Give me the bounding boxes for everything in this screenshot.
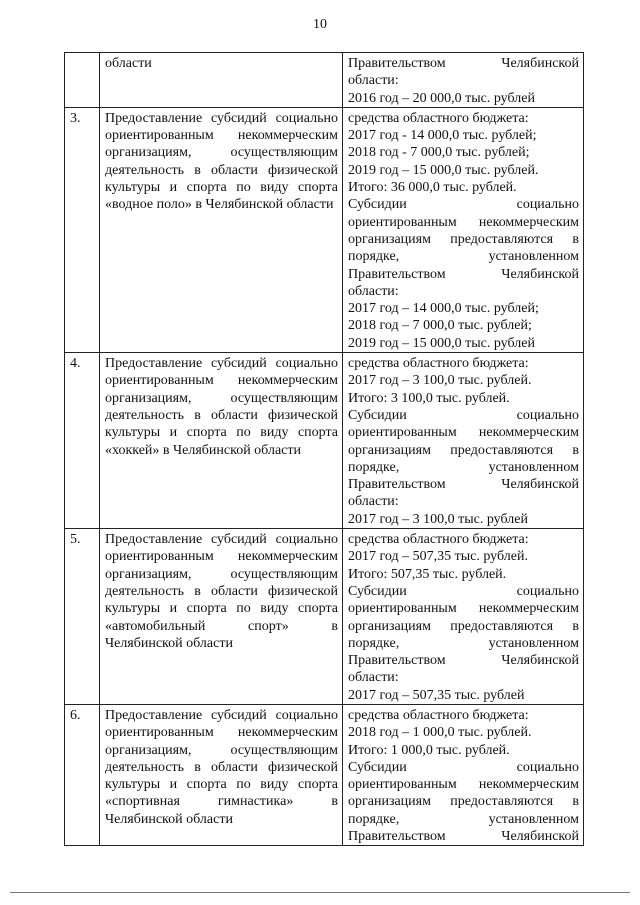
measure-description-text: Предоставление субсидий социально ориентированным некоммерческим организациям, осуществляющим деятельность в области физической культуры и спорта по виду спорта «автомобильный спорт» в Челябинской области <box>105 532 338 651</box>
funding-cell <box>343 107 584 352</box>
row-number-cell: 4. <box>65 353 100 529</box>
funding-line: 2017 год - 14 000,0 тыс. рублей; <box>348 128 537 144</box>
measure-description-cell <box>100 704 343 845</box>
funding-line: области: <box>348 494 399 510</box>
row-number-cell: 3. <box>65 107 100 352</box>
funding-line: Субсидии социально <box>348 583 579 599</box>
table-row <box>65 529 584 705</box>
measure-description-cell <box>100 107 343 352</box>
funding-line: Итого: 1 000,0 тыс. рублей. <box>348 742 510 758</box>
funding-line: Правительством Челябинской <box>348 653 579 669</box>
funding-line: Правительством Челябинской <box>348 56 579 71</box>
measure-description-text: области <box>105 56 152 71</box>
measure-description-cell <box>100 353 343 529</box>
funding-line: Итого: 36 000,0 тыс. рублей. <box>348 180 517 196</box>
funding-line: Итого: 507,35 тыс. рублей. <box>348 566 507 582</box>
funding-line: 2019 год – 15 000,0 тыс. рублей. <box>348 162 539 178</box>
measure-description-cell <box>100 529 343 705</box>
funding-line: организациям предоставляются в <box>348 618 579 634</box>
funding-line: 2016 год – 20 000,0 тыс. рублей <box>348 90 535 106</box>
program-table-body <box>65 53 584 846</box>
funding-line: 2017 год – 507,35 тыс. рублей <box>348 687 525 703</box>
funding-line: порядке, установленном <box>348 811 579 827</box>
funding-line: 2018 год – 1 000,0 тыс. рублей. <box>348 725 532 741</box>
measure-description-cell <box>100 53 343 108</box>
table-row <box>65 353 584 529</box>
funding-line: Субсидии социально <box>348 197 579 213</box>
funding-line: Субсидии социально <box>348 407 579 423</box>
funding-line: 2017 год – 507,35 тыс. рублей. <box>348 549 528 565</box>
funding-line: области: <box>348 670 399 686</box>
table-row <box>65 704 584 845</box>
funding-cell <box>343 353 584 529</box>
row-number-cell: 5. <box>65 529 100 705</box>
program-table <box>64 52 584 846</box>
funding-line: ориентированным некоммерческим <box>348 777 579 793</box>
funding-line: Субсидии социально <box>348 759 579 775</box>
funding-line: средства областного бюджета: <box>348 356 529 372</box>
funding-line: Правительством Челябинской <box>348 477 579 493</box>
funding-line: ориентированным некоммерческим <box>348 214 579 230</box>
funding-line: Итого: 3 100,0 тыс. рублей. <box>348 390 510 406</box>
funding-line: 2017 год – 3 100,0 тыс. рублей <box>348 511 528 527</box>
funding-line: порядке, установленном <box>348 635 579 651</box>
funding-line: организациям предоставляются в <box>348 231 579 247</box>
funding-line: Правительством Челябинской <box>348 829 579 845</box>
funding-cell <box>343 704 584 845</box>
funding-line: ориентированным некоммерческим <box>348 601 579 617</box>
page-number: 10 <box>313 17 327 32</box>
funding-line: порядке, установленном <box>348 249 579 265</box>
funding-line: 2018 год – 7 000,0 тыс. рублей; <box>348 318 532 334</box>
funding-line: 2017 год – 14 000,0 тыс. рублей; <box>348 301 539 317</box>
bottom-rule <box>10 892 630 893</box>
funding-line: 2018 год - 7 000,0 тыс. рублей; <box>348 145 530 161</box>
measure-description-text: Предоставление субсидий социально ориентированным некоммерческим организациям, осуществляющим деятельность в области физической культуры и спорта по виду спорта «хоккей» в Челябинской области <box>105 356 338 458</box>
measure-description-text: Предоставление субсидий социально ориентированным некоммерческим организациям, осуществляющим деятельность в области физической культуры и спорта по виду спорта «водное поло» в Челябинской области <box>105 110 338 213</box>
funding-line: средства областного бюджета: <box>348 110 529 126</box>
row-number-cell: 6. <box>65 704 100 845</box>
measure-description-text: Предоставление субсидий социально ориентированным некоммерческим организациям, осуществляющим деятельность в области физической культуры и спорта по виду спорта «спортивная гимнастика» в Челябинской области <box>105 707 338 827</box>
funding-line: 2017 год – 3 100,0 тыс. рублей. <box>348 373 532 389</box>
funding-line: ориентированным некоммерческим <box>348 425 579 441</box>
funding-cell <box>343 53 584 108</box>
funding-line: области: <box>348 283 399 299</box>
funding-line: организациям предоставляются в <box>348 442 579 458</box>
funding-line: Правительством Челябинской <box>348 266 579 282</box>
funding-line: средства областного бюджета: <box>348 707 529 723</box>
funding-line: 2019 год – 15 000,0 тыс. рублей <box>348 335 535 351</box>
table-row <box>65 107 584 352</box>
table-row <box>65 53 584 108</box>
funding-line: средства областного бюджета: <box>348 532 529 548</box>
funding-line: области: <box>348 73 399 89</box>
funding-line: организациям предоставляются в <box>348 794 579 810</box>
row-number-cell <box>65 53 100 108</box>
funding-line: порядке, установленном <box>348 459 579 475</box>
funding-cell <box>343 529 584 705</box>
